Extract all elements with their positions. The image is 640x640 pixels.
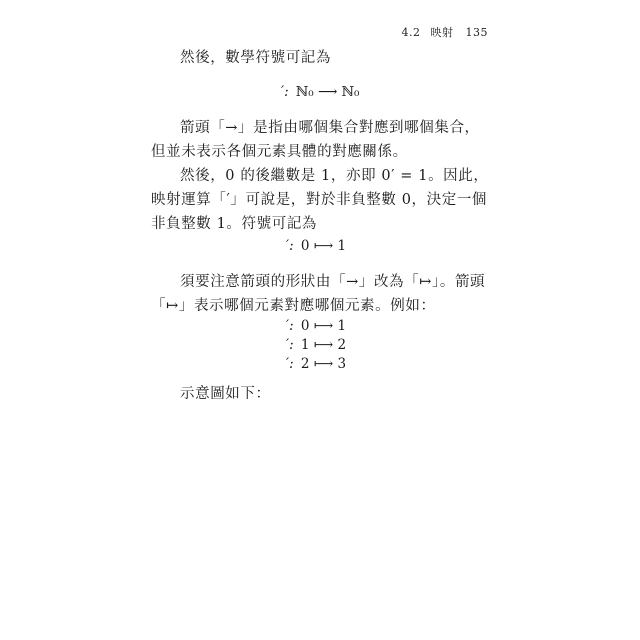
formula-row [286,337,346,353]
formula-expression: 0 ⟼ 1 [300,318,347,334]
formula-function: ′: [281,84,289,100]
formula-expression: ℕ₀ ⟶ ℕ₀ [295,84,360,100]
paragraph-5: 示意圖如下： [180,386,271,402]
section-number: 4.2 [401,26,421,39]
formula-mapping-sets [281,84,359,100]
formula-function: ′: [286,337,294,353]
chapter-title: 映射 [430,26,454,39]
page-number: 135 [465,26,488,39]
formula-expression: 0 ⟼ 1 [300,238,347,254]
formula-function: ′: [286,238,294,254]
formula-function: ′: [286,318,294,334]
formula-mapping-element [286,238,346,254]
formula-row [286,356,346,372]
paragraph-2: 箭頭「→」是指由哪個集合對應到哪個集合，但並未表示各個元素具體的對應關係。 [151,120,480,160]
running-header [402,24,489,40]
paragraph-4: 須要注意箭頭的形狀由「→」改為「↦」。箭頭「↦」表示哪個元素對應哪個元素。例如： [151,274,486,314]
formula-row [286,318,346,334]
formula-expression: 1 ⟼ 2 [300,337,347,353]
paragraph-3: 然後，0 的後繼數是 1，亦即 0′ = 1。因此，映射運算「′」可說是，對於非負整數 0，決定一個非負整數 1。符號可記為 [151,168,489,232]
formula-function: ′: [286,356,294,372]
formula-expression: 2 ⟼ 3 [300,356,347,372]
paragraph-1: 然後，數學符號可記為 [180,50,331,66]
